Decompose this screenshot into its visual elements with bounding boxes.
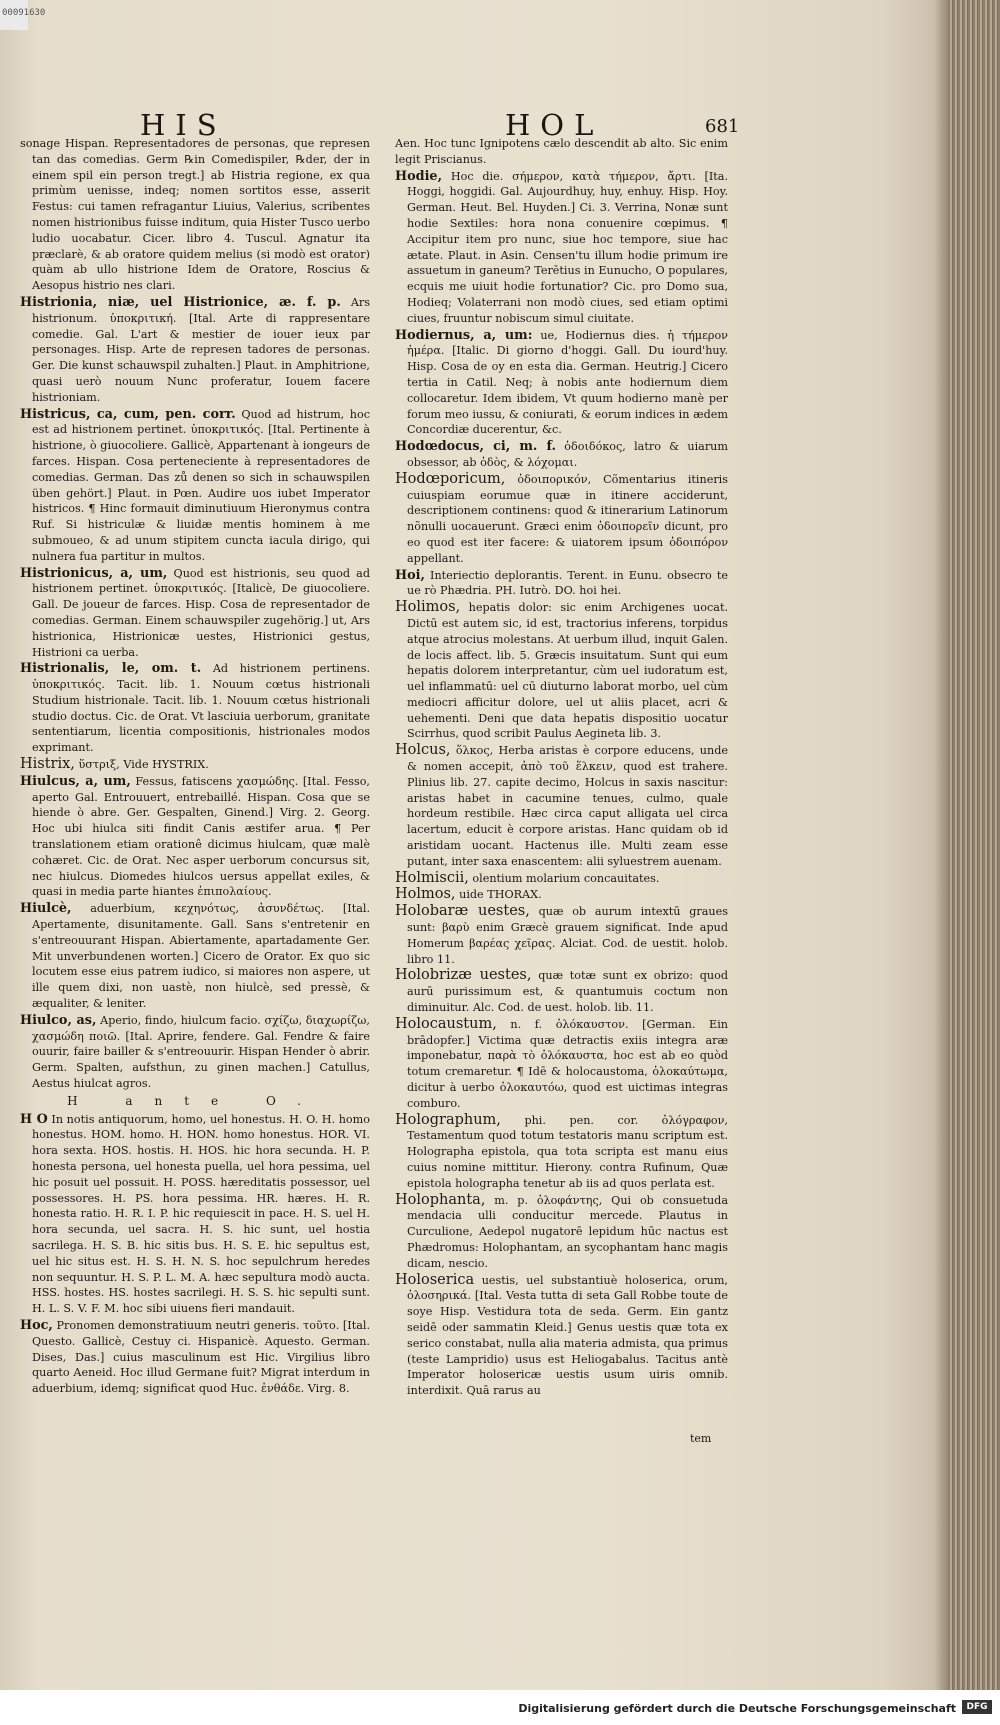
entry-text: Hoc die. σήμερον, κατὰ τήμερον, ἄρτι. [Ita. Hoggi, hoggidi. Gal. Aujourdhuy, huy, enhuy. Hisp. Hoy. German. Heut. Bel. Huyden.] Ci. 3. Verrina, Nonæ sunt hodie Sextiles: hora nona conuenire cœpimus. ¶ Accipitur item pro nunc, siue hoc tempore, siue hac ætate. Plaut. in Asin. Censen'tu illum hodie primum ire assuetum in ganeum? Terētius in Eunucho, O populares, ecquis me uiuit hodie fortunatior? Cic. pro Domo sua, Hodieq; Volaterrani non modò ciues, sed etiam optimi ciues, fruuntur nobiscum simul ciuitate. — [407, 169, 728, 325]
entry-headword: Holocaustum, — [395, 1015, 497, 1032]
entry-headword: Holobaræ uestes, — [395, 903, 530, 920]
dictionary-entry — [395, 136, 728, 168]
scan-id-strip — [0, 0, 46, 30]
entry-headword: Holoserica — [395, 1271, 475, 1288]
dictionary-entry — [395, 600, 728, 742]
entry-headword: Hiulco, as, — [20, 1012, 97, 1028]
entry-headword: Histrionalis, le, om. t. — [20, 661, 202, 677]
dictionary-entry — [395, 887, 728, 903]
entry-headword: Hodie, — [395, 168, 443, 184]
entry-text: olentium molarium concauitates. — [472, 871, 660, 885]
footer-bar — [0, 1690, 1000, 1725]
dictionary-entry — [20, 136, 370, 294]
running-head-right: HOL — [505, 108, 604, 142]
dictionary-entry — [395, 472, 728, 567]
entry-text: Fessus, fatiscens χασμώδης. [Ital. Fesso, aperto Gal. Entrouuert, entrebaillé. Hispan. Cosa que se hiende ò abre. Ger. Gespalten, Ginend.] Virg. 2. Georg. Hoc ubi hiulca siti findit Canis æstifer arua. ¶ Per translationem etiam orationê dicimus hiulcam, quæ malè cohæret. Cic. de Orat. Nec asper uerborum concursus sit, nec hiulcus. Diomedes hiulcos uersus appellat exiles, & quasi in media parte hiantes ἐπιπολαίους. — [32, 774, 370, 899]
entry-headword: Histrionicus, a, um, — [20, 565, 168, 581]
dictionary-entry — [395, 904, 728, 967]
dictionary-entry — [20, 1318, 370, 1397]
entry-text: aduerbium, κεχηνότως, ἀσυνδέτως. [Ital. Apertamente, disunitamente. Gall. Sans s'entretenir en s'entreouurant Hispan. Abiertamente, apartadamente Ger. Mit unverbundenen worten.] Cicero de Orator. Ex quo sic locutem esse eius patrem iudico, si maiores non aspere, ut ille quem dixi, non uastè, non hiulcè, sed pressè, & æqualiter, & leniter. — [32, 902, 371, 1011]
dictionary-entry — [20, 774, 370, 900]
entry-text: m. p. ὁλοφάντης, Qui ob consuetuda mendacia ulli conducitur mercede. Plautus in Curculione, Aedepol nugatorē lepidum hūc nactus est Phædromus: Holophantam, an sycophantam hanc magis dicam, nescio. — [407, 1193, 728, 1270]
page-gutter-shadow — [934, 0, 948, 1690]
entry-text: Quod ad histrum, hoc est ad histrionem pertinet. ὑποκριτικός. [Ital. Pertinente à histrione, ò giuocoliere. Gallicè, Appartenant à iongeurs de farces. Hispan. Cosa perteneciente à representadores de comedias. German. Das zů denen so sich in schauwspilen üben gehört.] Plaut. in Pœn. Audire uos iubet Imperator histricos. ¶ Hinc formauit diminutiuum Hieronymus contra Ruf. Si histriculæ & liuidæ mentis hominem à me submoueo, & ad unum stipitem cuncta iacula dirigo, qui nulnera fua partitur in multos. — [32, 407, 370, 563]
entry-headword: Holimos, — [395, 599, 461, 616]
dictionary-entry — [395, 743, 728, 869]
running-head-left: HIS — [140, 108, 227, 142]
dictionary-entry — [395, 568, 728, 600]
right-column — [395, 136, 728, 1400]
entry-headword: Holmiscii, — [395, 869, 469, 886]
entry-text: uestis, uel substantiuè holoserica, orum, ὁλοσηρικά. [Ital. Vesta tutta di seta Gall Robbe toute de soye Hisp. Vestidura tota de seda. Germ. Ein gantz seidē oder sammatin Kleid.] Genus uestis quæ tota ex serico constabat, nulla alia materia admista, qua primus (teste Lampridio) usus est Heliogabalus. Tacitus antè Imperator holosericæ uestis usum uiris omnib. interdixit. Quā rarus au — [407, 1273, 728, 1398]
entry-headword: H O — [20, 1111, 48, 1127]
dictionary-entry — [395, 1273, 728, 1399]
entry-headword: Holmos, — [395, 886, 456, 903]
entry-headword: Hodœporicum, — [395, 470, 506, 487]
dictionary-entry — [20, 1112, 370, 1317]
entry-headword: Hodiernus, a, um: — [395, 327, 533, 343]
dictionary-entry — [20, 901, 370, 1012]
catchword: tem — [690, 1432, 712, 1445]
entry-text: n. f. ὁλόκαυστον. [German. Ein brādopfer.] Victima quæ detractis exiis integra aræ imponebatur, παρὰ τὸ ὁλόκαυστα, hoc est ab eo quòd totum cremaretur. ¶ Idē & holocaustoma, ὁλοκαύτωμα, dicitur à uerbo ὁλοκαυτόω, quod est uictimas integras comburo. — [407, 1017, 728, 1110]
entry-headword: Histricus, ca, cum, pen. corr. — [20, 406, 236, 422]
dfg-logo: DFG — [962, 1700, 992, 1714]
dictionary-entry — [395, 328, 728, 439]
dictionary-entry — [20, 407, 370, 565]
entry-text: Aperio, findo, hiulcum facio. σχίζω, διαχωρίζω, χασμώδη ποιῶ. [Ital. Aprire, fendere. Gal. Fendre & faire ouurir, faire bailler & s'entreouurir. Hispan Hender ò abrir. Germ. Spalten, aufsthun, zu ginen machen.] Catullus, Aestus hiulcat agros. — [32, 1013, 370, 1091]
entry-headword: Hoi, — [395, 567, 425, 583]
dictionary-entry — [20, 757, 370, 773]
dictionary-entry — [20, 295, 370, 406]
dictionary-entry — [395, 1017, 728, 1112]
entry-text: Interiectio deplorantis. Terent. in Eunu. obsecro te ue rò Phædria. PH. Iutrò. DO. hoi hei. — [407, 568, 728, 598]
dictionary-entry — [395, 1193, 728, 1272]
left-column — [20, 136, 370, 1398]
entry-headword: Histrix, — [20, 756, 75, 773]
dictionary-entry — [20, 661, 370, 756]
entry-text: Aen. Hoc tunc Ignipotens cælo descendit ab alto. Sic enim legit Priscianus. — [395, 137, 728, 166]
entry-text: ὁδοιδόκος, latro & uiarum obsessor, ab ὁδὸς, & λόχομαι. — [407, 440, 728, 469]
dictionary-entry — [395, 871, 728, 887]
section-heading: H ante O. — [67, 1093, 323, 1108]
entry-text: uide THORAX. — [459, 888, 542, 902]
entry-headword: Holographum, — [395, 1111, 501, 1128]
entry-headword: Hoc, — [20, 1317, 53, 1333]
entry-text: In notis antiquorum, homo, uel honestus. H. O. H. homo honestus. HOM. homo. H. HON. homo honestus. HOR. VI. hora sexta. HOS. hostis. H. HOS. hic hora secunda. H. P. honesta persona, uel honesta puella, uel hora pessima, uel hic posuit uel possuit. H. POSS. hæreditatis possessor, uel possessores. H. PS. hora pessima. HR. hæres. H. R. honesta ratio. H. R. I. P. hic requiescit in pace. H. S. uel H. hora secunda, uel sacra. H. S. hic sunt, uel hostia sacrilega. H. S. B. hic sitis bus. H. S. E. hic sepultus est, uel hic situs est. H. S. H. N. S. hoc sepulchrum heredes non sequuntur. H. S. P. L. M. A. hæc sepultura modò aucta. HSS. hostes. HS. hostes sacrilegi. H. S. S. hic sepulti sunt. H. L. S. V. F. M. hoc sibi uiuens fieri mandauit. — [32, 1112, 370, 1316]
entry-text: Ad histrionem pertinens. ὑποκριτικός. Tacit. lib. 1. Nouum cœtus histrionali Studium histrionale. Tacit. lib. 1. Nouum cœtus histrionali studio doctus. Cic. de Orat. Vt lasciuia uerborum, granitate sententiarum, licentia compositionis, histrionales modos exprimant. — [32, 662, 371, 755]
entry-text: quæ totæ sunt ex obrizo: quod aurū purissimum est, & quantumuis coctum non diminuitur. Alc. Cod. de uest. holob. lib. 11. — [407, 969, 728, 1015]
dictionary-entry — [395, 968, 728, 1015]
entry-text: Quod est histrionis, seu quod ad histrionem pertinet. ὑποκριτικός. [Italicè, De giuocoliere. Gall. De joueur de farces. Hisp. Cosa de representador de comedias. German. Einem schauwspiler zugehörig.] ut, Ars histrionica, Histrionicæ uestes, Histrionici gestus, Histrioni ca uerba. — [32, 566, 370, 659]
footer-credit: Digitalisierung gefördert durch die Deutsche Forschungsgemeinschaft — [518, 1702, 956, 1715]
entry-headword: Hiulcus, a, um, — [20, 773, 131, 789]
entry-headword: Hiulcè, — [20, 901, 72, 917]
dictionary-entry — [395, 439, 728, 471]
entry-text: ue, Hodiernus dies. ἡ τήμερον ἡμέρα. [Italic. Di giorno d'hoggi. Gall. Du iourd'huy. Hisp. Cosa de oy en esta dia. German. Heutrig.] Cicero tertia in Catil. Neq; à nobis ante hodiernum diem collocaretur. Idem ibidem, Vt quum hodierno manè per forum meo iussu, & coniurati, & eorum indices in ædem Concordiæ ducerentur, &c. — [407, 328, 728, 437]
entry-text: Pronomen demonstratiuum neutri generis. τοῦτο. [Ital. Questo. Gallicè, Cestuy ci. Hispanicè. Aquesto. German. Dises, Das.] cuius masculinum est Hic. Virgilius libro quarto Aeneid. Hoc illud Germane fuit? Migrat interdum in aduerbium, idemq; significat quod Huc. ἐνθάδε. Virg. 8. — [32, 1318, 370, 1396]
entry-text: ὁδοιπορικόν, Cõmentarius itineris cuiuspiam eorumue quæ in itinere acciderunt, descriptionem continens: quod & itinerarium Latinorum nõnulli uocauerunt. Græci enim ὁδοιπορεῖν dicunt, pro eo quod est iter facere: & uiatorem ipsum ὁδοιπόρον appellant. — [407, 472, 728, 565]
entry-text: sonage Hispan. Representadores de personas, que represen tan das comedias. Germ ℞in Comedispiler, ℞der, der in einem spil ein person tregt.] ab Histria regione, ex qua primùm uenisse, indeq; nomen sortitos esse, asserit Festus: cui tamen refragantur Liuius, Valerius, scribentes nomen histrionibus fuisse inditum, quia Hister Tusco uerbo ludio uocabatur. Cicer. libro 4. Tuscul. Agnatur ita præclarè, & ab oratore quidem melius (si modò est orator) quàm ab ullo histrione Idem de Oratore, Roscius & Aesopus histrio nes clari. — [20, 137, 370, 293]
entry-headword: Holobrizæ uestes, — [395, 967, 532, 984]
page-fore-edge — [948, 0, 1000, 1690]
entry-text: Ars histrionum. ὑποκριτική. [Ital. Arte di rappresentare comedie. Gal. L'art & mestier de iouer ieux par personages. Hisp. Arte de represen tadores de personas. Ger. Die kunst schauwspil zuhalten.] Plaut. in Amphitrione, quasi uerò nouum Nunc proferatur, Iouem facere histrioniam. — [32, 295, 370, 404]
page-number: 681 — [705, 116, 740, 137]
entry-headword: Hodœdocus, ci, m. f. — [395, 439, 556, 455]
entry-headword: Holcus, — [395, 742, 451, 759]
entry-text: ὅλκος, Herba aristas è corpore educens, unde & nomen accepit, ἀπὸ τοῦ ἕλκειν, quod est trahere. Plinius lib. 27. capite decimo, Holcus in saxis nascitur: aristas habet in cacumine tenues, culmo, quale hordeum restibile. Hæc circa caput alligata uel circa lacertum, educit è corpore aristas. Hanc quidam ob id aristidam uocant. Hactenus ille. Multi zeam esse putant, inter saxa enascentem: alii syluestrem auenam. — [407, 744, 729, 868]
entry-text: hepatis dolor: sic enim Archigenes uocat. Dictū est autem sic, id est, tractorius inferens, torpidus atque atrocius molestans. At uerbum illud, inquit Galen. de locis affect. lib. 5. Græcis insuitatum. Sunt qui eum hepatis dolorem interpretantur, cùm uel iudoratum est, uel inflammatū: uel cū diuturno laborat morbo, uel cùm mediocri afficitur dolore, uel ut aliis placet, acri & uehementi. Deni que data hepatis dispositio uocatur Scirrhus, quod scribit Paulus Aegineta lib. 3. — [407, 601, 728, 741]
dictionary-entry — [395, 1113, 728, 1192]
entry-headword: Histrionia, niæ, uel Histrionice, æ. f. p. — [20, 294, 341, 310]
dictionary-entry — [395, 169, 728, 327]
dictionary-entry — [20, 1013, 370, 1092]
entry-headword: Holophanta, — [395, 1191, 486, 1208]
entry-text: ὕστριξ, Vide HYSTRIX. — [78, 758, 209, 772]
entry-text: quæ ob aurum intextū graues sunt: βαρὺ enim Græcè grauem significat. Inde apud Homerum βαρέας χεῖρας. Alciat. Cod. de uestit. holob. libro 11. — [407, 905, 728, 966]
entry-text: phi. pen. cor. ὁλόγραφον, Testamentum quod totum testatoris manu scriptum est. Holographa epistola, qua tota scripta est manu eius cuius nomine mittitur. Hierony. contra Rufinum, Quæ epistola holographa tenetur ab iis ad quos perlata est. — [407, 1113, 728, 1190]
dictionary-entry — [20, 566, 370, 661]
scan-id: 00091630 — [2, 8, 46, 18]
